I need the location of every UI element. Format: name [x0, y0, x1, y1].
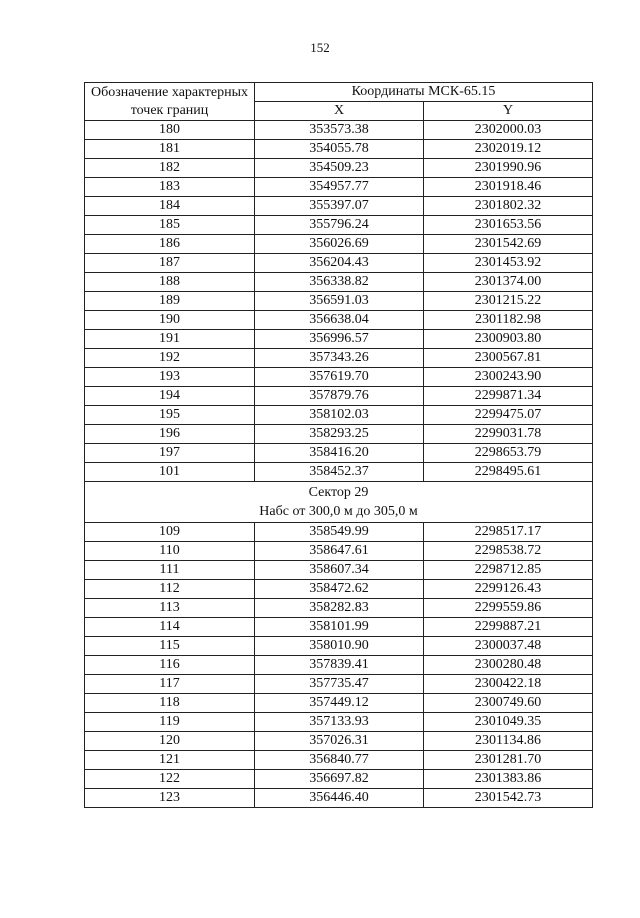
y-coordinate-cell: 2301374.00	[424, 273, 593, 292]
x-coordinate-cell: 355397.07	[255, 197, 424, 216]
sector-section	[85, 482, 593, 523]
table-row	[85, 235, 593, 254]
point-name-header-line2: точек границ	[130, 102, 209, 118]
table-row	[85, 197, 593, 216]
y-coordinate-cell: 2299887.21	[424, 618, 593, 637]
x-coordinate-cell: 356840.77	[255, 751, 424, 770]
table-row	[85, 561, 593, 580]
x-coordinate-cell: 358647.61	[255, 542, 424, 561]
table-row	[85, 523, 593, 542]
point-cell: 116	[85, 656, 255, 675]
table-row	[85, 713, 593, 732]
x-coordinate-cell: 357619.70	[255, 368, 424, 387]
y-coordinate-cell: 2301918.46	[424, 178, 593, 197]
point-cell: 115	[85, 637, 255, 656]
y-coordinate-cell: 2300903.80	[424, 330, 593, 349]
table-row	[85, 675, 593, 694]
table-row	[85, 637, 593, 656]
y-coordinate-cell: 2300749.60	[424, 694, 593, 713]
point-cell: 195	[85, 406, 255, 425]
y-coordinate-cell: 2300243.90	[424, 368, 593, 387]
x-coordinate-cell: 358549.99	[255, 523, 424, 542]
y-coordinate-cell: 2302000.03	[424, 121, 593, 140]
y-coordinate-cell: 2301802.32	[424, 197, 593, 216]
point-cell: 184	[85, 197, 255, 216]
y-coordinate-cell: 2300280.48	[424, 656, 593, 675]
table-row	[85, 770, 593, 789]
point-cell: 190	[85, 311, 255, 330]
y-coordinate-cell: 2299475.07	[424, 406, 593, 425]
y-coordinate-cell: 2301383.86	[424, 770, 593, 789]
point-cell: 183	[85, 178, 255, 197]
table-row	[85, 542, 593, 561]
table-body-bottom	[85, 523, 593, 808]
point-cell: 112	[85, 580, 255, 599]
x-coordinate-cell: 356338.82	[255, 273, 424, 292]
table-row	[85, 311, 593, 330]
y-coordinate-cell: 2301542.69	[424, 235, 593, 254]
table-row	[85, 751, 593, 770]
point-cell: 188	[85, 273, 255, 292]
x-coordinate-cell: 357879.76	[255, 387, 424, 406]
coordinates-table	[84, 82, 593, 808]
table-row	[85, 463, 593, 482]
x-coordinate-cell: 356446.40	[255, 789, 424, 808]
point-cell: 186	[85, 235, 255, 254]
y-coordinate-cell: 2301542.73	[424, 789, 593, 808]
y-coordinate-cell: 2298712.85	[424, 561, 593, 580]
y-coordinate-cell: 2300422.18	[424, 675, 593, 694]
point-cell: 101	[85, 463, 255, 482]
table-row	[85, 159, 593, 178]
y-coordinate-cell: 2299559.86	[424, 599, 593, 618]
coordinates-system-header: Координаты МСК-65.15	[255, 83, 593, 102]
point-cell: 181	[85, 140, 255, 159]
point-cell: 191	[85, 330, 255, 349]
sector-title: Сектор 29	[308, 485, 369, 500]
page-number: 152	[310, 40, 330, 55]
sector-row	[85, 482, 593, 523]
point-cell: 185	[85, 216, 255, 235]
table-row	[85, 178, 593, 197]
y-coordinate-cell: 2301990.96	[424, 159, 593, 178]
x-coordinate-cell: 354055.78	[255, 140, 424, 159]
y-coordinate-cell: 2301182.98	[424, 311, 593, 330]
table-row	[85, 732, 593, 751]
x-coordinate-cell: 353573.38	[255, 121, 424, 140]
x-coordinate-cell: 358472.62	[255, 580, 424, 599]
x-coordinate-cell: 358101.99	[255, 618, 424, 637]
y-coordinate-cell: 2301215.22	[424, 292, 593, 311]
table-row	[85, 387, 593, 406]
x-coordinate-cell: 356638.04	[255, 311, 424, 330]
x-coordinate-cell: 357735.47	[255, 675, 424, 694]
y-coordinate-cell: 2299126.43	[424, 580, 593, 599]
table-row	[85, 444, 593, 463]
table-row	[85, 656, 593, 675]
x-coordinate-cell: 358607.34	[255, 561, 424, 580]
table-row	[85, 368, 593, 387]
x-column-header: X	[255, 102, 424, 121]
x-coordinate-cell: 356996.57	[255, 330, 424, 349]
y-coordinate-cell: 2298517.17	[424, 523, 593, 542]
table-row	[85, 273, 593, 292]
table-row	[85, 292, 593, 311]
point-cell: 111	[85, 561, 255, 580]
y-coordinate-cell: 2301134.86	[424, 732, 593, 751]
y-coordinate-cell: 2301049.35	[424, 713, 593, 732]
y-coordinate-cell: 2302019.12	[424, 140, 593, 159]
point-cell: 120	[85, 732, 255, 751]
point-cell: 189	[85, 292, 255, 311]
point-cell: 121	[85, 751, 255, 770]
x-coordinate-cell: 357449.12	[255, 694, 424, 713]
x-coordinate-cell: 357839.41	[255, 656, 424, 675]
y-coordinate-cell: 2298495.61	[424, 463, 593, 482]
table-row	[85, 789, 593, 808]
table-row	[85, 121, 593, 140]
point-cell: 109	[85, 523, 255, 542]
y-coordinate-cell: 2298538.72	[424, 542, 593, 561]
table-row	[85, 599, 593, 618]
point-cell: 119	[85, 713, 255, 732]
y-coordinate-cell: 2298653.79	[424, 444, 593, 463]
table-row	[85, 694, 593, 713]
table-row	[85, 349, 593, 368]
table-row	[85, 618, 593, 637]
y-coordinate-cell: 2299871.34	[424, 387, 593, 406]
table-row	[85, 140, 593, 159]
table-body-top	[85, 121, 593, 482]
y-coordinate-cell: 2301453.92	[424, 254, 593, 273]
point-cell: 180	[85, 121, 255, 140]
x-coordinate-cell: 356026.69	[255, 235, 424, 254]
x-coordinate-cell: 358282.83	[255, 599, 424, 618]
x-coordinate-cell: 356697.82	[255, 770, 424, 789]
table-row	[85, 216, 593, 235]
y-coordinate-cell: 2301653.56	[424, 216, 593, 235]
point-cell: 110	[85, 542, 255, 561]
x-coordinate-cell: 358293.25	[255, 425, 424, 444]
x-coordinate-cell: 354957.77	[255, 178, 424, 197]
x-coordinate-cell: 358416.20	[255, 444, 424, 463]
point-cell: 193	[85, 368, 255, 387]
table-row	[85, 406, 593, 425]
table-row	[85, 330, 593, 349]
x-coordinate-cell: 357343.26	[255, 349, 424, 368]
point-cell: 123	[85, 789, 255, 808]
x-coordinate-cell: 358102.03	[255, 406, 424, 425]
table-row	[85, 425, 593, 444]
y-column-header: Y	[424, 102, 593, 121]
y-coordinate-cell: 2300567.81	[424, 349, 593, 368]
point-name-header	[85, 83, 255, 121]
point-name-header-line1: Обозначение характерных	[91, 84, 248, 100]
table-header	[85, 83, 593, 121]
point-cell: 117	[85, 675, 255, 694]
y-coordinate-cell: 2301281.70	[424, 751, 593, 770]
point-cell: 196	[85, 425, 255, 444]
point-cell: 187	[85, 254, 255, 273]
x-coordinate-cell: 355796.24	[255, 216, 424, 235]
point-cell: 122	[85, 770, 255, 789]
x-coordinate-cell: 354509.23	[255, 159, 424, 178]
point-cell: 197	[85, 444, 255, 463]
sector-cell	[85, 482, 593, 523]
point-cell: 192	[85, 349, 255, 368]
x-coordinate-cell: 356591.03	[255, 292, 424, 311]
x-coordinate-cell: 356204.43	[255, 254, 424, 273]
point-cell: 182	[85, 159, 255, 178]
x-coordinate-cell: 358010.90	[255, 637, 424, 656]
y-coordinate-cell: 2300037.48	[424, 637, 593, 656]
point-cell: 118	[85, 694, 255, 713]
x-coordinate-cell: 357026.31	[255, 732, 424, 751]
point-cell: 194	[85, 387, 255, 406]
point-cell: 114	[85, 618, 255, 637]
y-coordinate-cell: 2299031.78	[424, 425, 593, 444]
point-cell: 113	[85, 599, 255, 618]
sector-subtitle: Набс от 300,0 м до 305,0 м	[259, 504, 418, 519]
x-coordinate-cell: 358452.37	[255, 463, 424, 482]
table-row	[85, 254, 593, 273]
x-coordinate-cell: 357133.93	[255, 713, 424, 732]
table-row	[85, 580, 593, 599]
